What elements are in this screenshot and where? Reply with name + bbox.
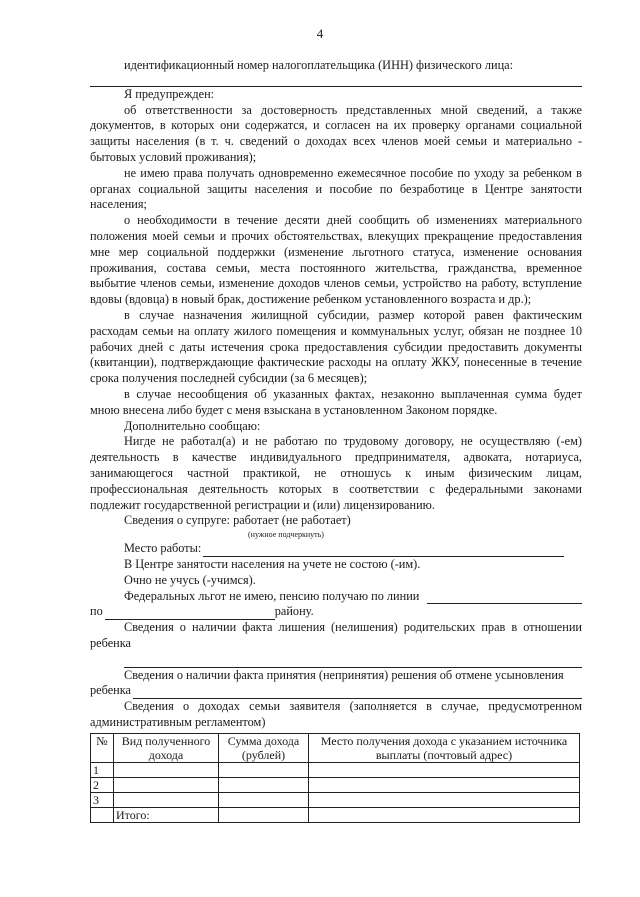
col-income-type: Вид полученного дохода <box>114 733 219 762</box>
income-type-cell[interactable] <box>114 762 219 777</box>
inn-line <box>90 58 582 74</box>
inn-field[interactable] <box>90 74 582 87</box>
district-suffix: району. <box>274 604 314 619</box>
warning-item: о необходимости в течение десяти дней сообщить об изменениях материального положения моей семьи и прочих обстоятельствах, влекущих прекращение предоставления мне мер социальной поддержки (изменение льготного статуса, изменение основания проживания, состава семьи, места постоянного жительства, гражданства, временное выбытие членов семьи, изменение доходов членов семьи, устройство на работу, вступление вдовы (вдовца) в новый брак, достижение ребенком установленного возраста и др.); <box>90 213 582 307</box>
page-number: 4 <box>316 26 324 41</box>
district-field[interactable] <box>105 607 275 620</box>
pension-line-field[interactable] <box>427 591 582 604</box>
income-type-cell[interactable] <box>114 792 219 807</box>
family-income-heading: Сведения о доходах семьи заявителя (заполняется в случае, предусмотренном административным регламентом) <box>90 699 582 730</box>
adoption-line: Сведения о наличии факта принятия (непринятия) решения об отмене усыновления <box>124 667 564 682</box>
table-row <box>91 762 580 777</box>
employment-center: В Центре занятости населения на учете не состою (-им). <box>124 556 421 571</box>
table-row <box>91 792 580 807</box>
federal-benefits-label: Федеральных льгот не имею, пенсию получаю по линии <box>124 588 420 603</box>
parental-rights: Сведения о наличии факта лишения (нелишения) родительских прав в отношении ребенка <box>90 620 582 650</box>
workplace-field[interactable] <box>203 544 564 557</box>
workplace-label: Место работы: <box>124 541 202 556</box>
underline-note: (нужное подчеркнуть) <box>248 530 324 540</box>
income-type-cell[interactable] <box>114 777 219 792</box>
row-number: 3 <box>91 792 114 807</box>
income-amount-cell[interactable] <box>219 762 309 777</box>
income-amount-cell[interactable] <box>219 792 309 807</box>
total-number-cell <box>91 807 114 822</box>
total-amount-cell[interactable] <box>219 807 309 822</box>
warning-item: в случае назначения жилищной субсидии, размер которой равен фактическим расходам семьи на оплату жилого помещения и коммунальных услуг, обязан не позднее 10 рабочих дней с даты истечения срока предоставления субсидии предоставить документы (квитанции), подтверждающие фактические расходы на оплату ЖКУ, понесенные в течение срока получения последней субсидии (за 6 месяцев); <box>90 307 582 386</box>
spouse-label: Сведения о супруге: <box>124 513 230 528</box>
adoption-child-row <box>90 683 582 699</box>
study-status: Очно не учусь (-учимся). <box>124 572 256 587</box>
spouse-line <box>90 513 582 529</box>
workplace-row <box>90 541 582 557</box>
total-source-cell[interactable] <box>309 807 580 822</box>
table-total-row <box>91 807 580 822</box>
income-source-cell[interactable] <box>309 777 580 792</box>
row-number: 1 <box>91 762 114 777</box>
additional-heading: Дополнительно сообщаю: <box>124 418 261 433</box>
col-number: № <box>91 733 114 762</box>
row-number: 2 <box>91 777 114 792</box>
adoption-child-label: ребенка <box>90 683 131 698</box>
spouse-options[interactable]: работает (не работает) <box>233 513 351 528</box>
additional-text: Нигде не работал(а) и не работаю по трудовому договору, не осуществляю (-ем) деятельность в качестве индивидуального предпринимателя, адвоката, нотариуса, занимающегося частной практикой, не отношусь к иным физическим лицам, профессиональная деятельность которых в соответствии с федеральными законами подлежит государственной регистрации и (или) лицензированию. <box>90 434 582 512</box>
warned-heading: Я предупрежден: <box>124 86 215 101</box>
income-source-cell[interactable] <box>309 762 580 777</box>
parental-rights-field[interactable] <box>124 652 582 668</box>
table-row <box>91 777 580 792</box>
document-body <box>90 58 582 823</box>
col-income-source: Место получения дохода с указанием источника выплаты (почтовый адрес) <box>309 733 580 762</box>
by-prefix: по <box>90 604 103 619</box>
adoption-field[interactable] <box>133 686 582 699</box>
income-amount-cell[interactable] <box>219 777 309 792</box>
table-header-row <box>91 733 580 762</box>
total-label: Итого: <box>114 807 219 822</box>
income-table <box>90 733 580 823</box>
warning-item: в случае несообщения об указанных фактах, незаконно выплаченная сумма будет мною внесена либо будет с меня взыскана в установленном Законом порядке. <box>90 386 582 417</box>
warning-item: об ответственности за достоверность представленных мной сведений, а также документов, в которых они содержатся, и согласен на их проверку органами социальной защиты населения (в т. ч. сведений о доходах всех членов моей семьи и материально - бытовых условий проживания); <box>90 102 582 164</box>
district-row <box>90 604 582 620</box>
inn-label: идентификационный номер налогоплательщика (ИНН) физического лица: <box>124 58 514 72</box>
col-income-amount: Сумма дохода (рублей) <box>219 733 309 762</box>
federal-benefits-row <box>90 589 582 605</box>
warning-item: не имею права получать одновременно ежемесячное пособие по уходу за ребенком в органах социальной защиты населения и пособие по безработице в Центре занятости населения; <box>90 165 582 212</box>
income-source-cell[interactable] <box>309 792 580 807</box>
